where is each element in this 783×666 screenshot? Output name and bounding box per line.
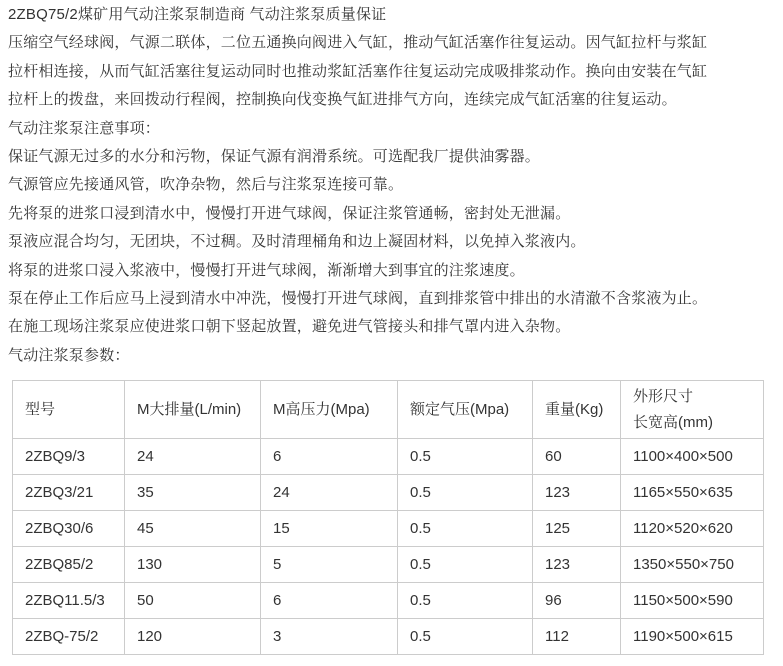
table-row [13, 511, 764, 547]
table-row [13, 475, 764, 511]
cell-max-flow: 35 [125, 475, 261, 511]
cell-max-flow: 45 [125, 511, 261, 547]
cell-model: 2ZBQ11.5/3 [13, 583, 125, 619]
cell-model: 2ZBQ3/21 [13, 475, 125, 511]
cell-max-flow: 130 [125, 547, 261, 583]
cell-model: 2ZBQ-75/2 [13, 619, 125, 655]
cell-rated-air-pressure: 0.5 [398, 583, 533, 619]
cell-dimensions: 1165×550×635 [621, 475, 764, 511]
cell-weight: 123 [533, 547, 621, 583]
cell-model: 2ZBQ85/2 [13, 547, 125, 583]
column-header-max-flow: M大排量(L/min) [125, 381, 261, 439]
cell-rated-air-pressure: 0.5 [398, 475, 533, 511]
text-line: 气源管应先接通风管，吹净杂物，然后与注浆泵连接可靠。 [8, 176, 404, 194]
cell-max-pressure: 5 [261, 547, 398, 583]
column-header-dimensions-line1: 外形尺寸 [633, 387, 694, 405]
cell-dimensions: 1190×500×615 [621, 619, 764, 655]
text-line: 保证气源无过多的水分和污物，保证气源有润滑系统。可选配我厂提供油雾器。 [8, 148, 541, 166]
table-row [13, 619, 764, 655]
column-header-weight: 重量(Kg) [533, 381, 621, 439]
cell-max-pressure: 3 [261, 619, 398, 655]
cell-max-flow: 24 [125, 439, 261, 475]
cell-rated-air-pressure: 0.5 [398, 619, 533, 655]
table-row [13, 583, 764, 619]
cell-weight: 125 [533, 511, 621, 547]
cell-rated-air-pressure: 0.5 [398, 511, 533, 547]
cell-model: 2ZBQ30/6 [13, 511, 125, 547]
text-line: 泵在停止工作后应马上浸到清水中冲洗，慢慢打开进气球阀，直到排浆管中排出的水清澈不含浆液为止。 [8, 290, 708, 308]
text-line: 拉杆相连接，从而气缸活塞往复运动同时也推动浆缸活塞作往复运动完成吸排浆动作。换向由安装在气缸 [8, 62, 708, 80]
cell-max-flow: 50 [125, 583, 261, 619]
params-heading: 气动注浆泵参数： [8, 346, 130, 364]
cell-max-flow: 120 [125, 619, 261, 655]
cell-dimensions: 1350×550×750 [621, 547, 764, 583]
cell-max-pressure: 6 [261, 439, 398, 475]
cell-max-pressure: 15 [261, 511, 398, 547]
column-header-model: 型号 [13, 381, 125, 439]
cell-max-pressure: 6 [261, 583, 398, 619]
cell-rated-air-pressure: 0.5 [398, 547, 533, 583]
text-line: 拉杆上的拨盘，来回拨动行程阀，控制换向伐变换气缸进排气方向，连续完成气缸活塞的往复运动。 [8, 91, 677, 109]
text-line: 将泵的进浆口浸入浆液中，慢慢打开进气球阀，渐渐增大到事宜的注浆速度。 [8, 261, 525, 279]
page-title: 2ZBQ75/2煤矿用气动注浆泵制造商 气动注浆泵质量保证 [8, 6, 387, 23]
parameters-table [12, 380, 764, 655]
cell-dimensions: 1120×520×620 [621, 511, 764, 547]
text-line: 泵液应混合均匀，无团块，不过稠。及时清理桶角和边上凝固材料，以免掉入浆液内。 [8, 233, 586, 251]
cell-dimensions: 1150×500×590 [621, 583, 764, 619]
text-line: 压缩空气经球阀，气源二联体，二位五通换向阀进入气缸，推动气缸活塞作往复运动。因气缸拉杆与浆缸 [8, 34, 708, 52]
cell-weight: 96 [533, 583, 621, 619]
cell-dimensions: 1100×400×500 [621, 439, 764, 475]
column-header-dimensions [621, 381, 764, 439]
table-row [13, 439, 764, 475]
cell-weight: 123 [533, 475, 621, 511]
text-line: 先将泵的进浆口浸到清水中，慢慢打开进气球阀，保证注浆管通畅，密封处无泄漏。 [8, 204, 571, 222]
column-header-rated-air-pressure: 额定气压(Mpa) [398, 381, 533, 439]
column-header-max-pressure: M高压力(Mpa) [261, 381, 398, 439]
cell-max-pressure: 24 [261, 475, 398, 511]
table-header-row [13, 381, 764, 439]
cell-model: 2ZBQ9/3 [13, 439, 125, 475]
cell-weight: 112 [533, 619, 621, 655]
cell-rated-air-pressure: 0.5 [398, 439, 533, 475]
table-row [13, 547, 764, 583]
text-line: 在施工现场注浆泵应使进浆口朝下竖起放置，避免进气管接头和排气罩内进入杂物。 [8, 318, 571, 336]
column-header-dimensions-line2: 长宽高(mm) [633, 413, 713, 431]
cell-weight: 60 [533, 439, 621, 475]
notes-heading: 气动注浆泵注意事项： [8, 119, 161, 137]
page-bottom-spacer [8, 655, 775, 663]
